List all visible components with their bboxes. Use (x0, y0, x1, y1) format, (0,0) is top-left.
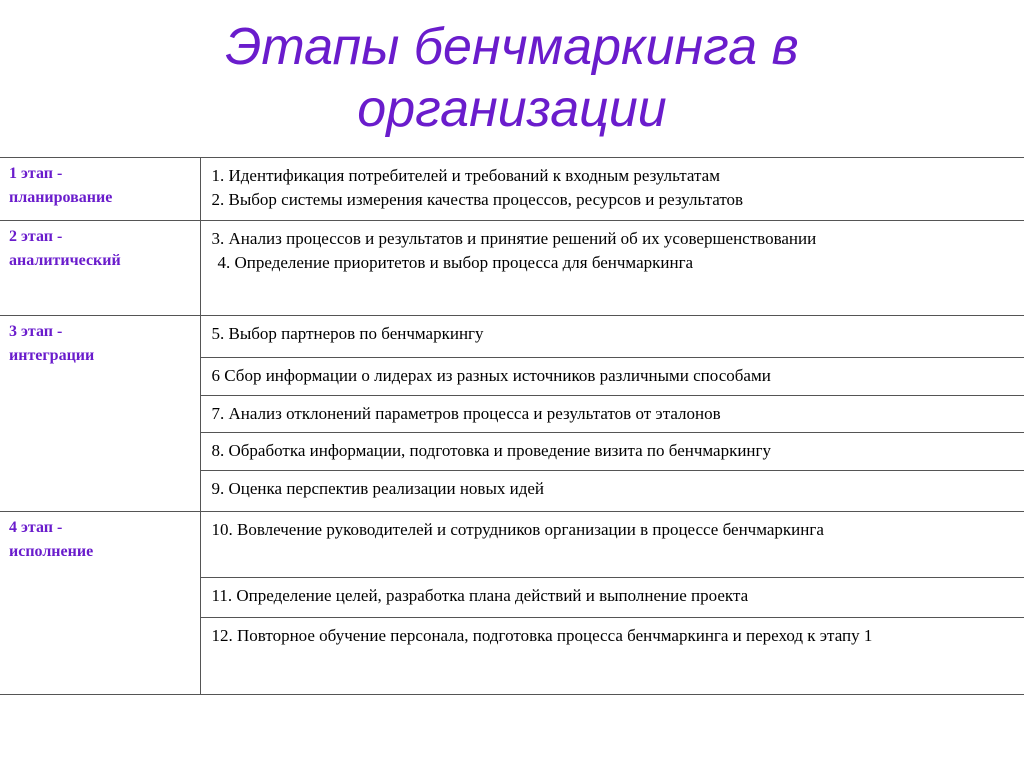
step-text: 9. Оценка перспектив реализации новых идей (211, 479, 545, 498)
stage-name: аналитический (9, 252, 121, 269)
step-cell (200, 578, 1024, 618)
step-text: 11. Определение целей, разработка плана действий и выполнение проекта (211, 586, 749, 605)
step-cell (200, 471, 1024, 512)
benchmarking-stages-table (0, 157, 1024, 695)
step-cell (200, 158, 1024, 221)
step-text: 12. Повторное обучение персонала, подготовка процесса бенчмаркинга и переход к этапу 1 (211, 626, 873, 645)
table-row (0, 316, 1024, 358)
stage-cell (0, 221, 200, 316)
table-row (0, 158, 1024, 221)
stage-label: 3 этап - (9, 323, 63, 340)
step-text: 10. Вовлечение руководителей и сотрудников организации в процессе бенчмаркинга (211, 520, 824, 539)
step-text: 2. Выбор системы измерения качества процессов, ресурсов и результатов (211, 190, 744, 209)
step-text: 6 Сбор информации о лидерах из разных источников различными способами (211, 366, 771, 385)
title-line-1: Этапы бенчмаркинга в (225, 18, 799, 76)
stage-cell (0, 316, 200, 512)
step-cell (200, 433, 1024, 471)
step-cell (200, 396, 1024, 433)
step-text: 1. Идентификация потребителей и требований к входным результатам (211, 166, 720, 185)
stage-name: исполнение (9, 543, 94, 560)
step-text: 7. Анализ отклонений параметров процесса и результатов от эталонов (211, 404, 721, 423)
step-cell (200, 358, 1024, 396)
table-row (0, 512, 1024, 578)
table-row (0, 221, 1024, 316)
stage-label: 4 этап - (9, 519, 63, 536)
slide-title (0, 16, 1024, 140)
step-cell (200, 221, 1024, 316)
stage-name: планирование (9, 189, 113, 206)
step-text: 8. Обработка информации, подготовка и проведение визита по бенчмаркингу (211, 441, 771, 460)
stage-cell (0, 158, 200, 221)
stage-name: интеграции (9, 347, 95, 364)
step-text: 4. Определение приоритетов и выбор процесса для бенчмаркинга (217, 253, 694, 272)
step-cell (200, 618, 1024, 695)
stage-label: 1 этап - (9, 165, 63, 182)
stage-cell (0, 512, 200, 695)
title-line-2: организации (357, 80, 667, 138)
step-cell (200, 316, 1024, 358)
step-cell (200, 512, 1024, 578)
step-text: 5. Выбор партнеров по бенчмаркингу (211, 324, 484, 343)
step-text: 3. Анализ процессов и результатов и принятие решений об их усовершенствовании (211, 229, 817, 248)
stage-label: 2 этап - (9, 228, 63, 245)
